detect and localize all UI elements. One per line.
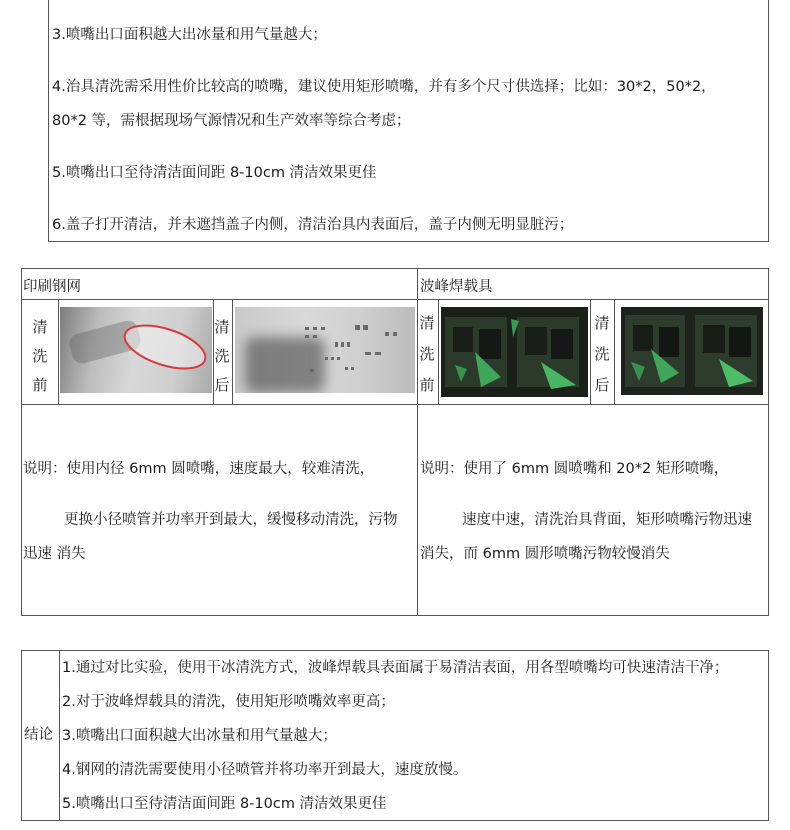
stencil-note-line3: 迅速 消失 bbox=[23, 546, 86, 562]
conclusion-item-5: 5.喷嘴出口至待清洁面间距 8-10cm 清洁效果更佳 bbox=[62, 796, 387, 812]
conclusion-item-2: 2.对于波峰焊载具的清洗，使用矩形喷嘴效率更高； bbox=[62, 694, 395, 710]
stencil-note-line1: 说明：使用内径 6mm 圆喷嘴，速度最大，较难清洗， bbox=[23, 461, 375, 477]
conclusion-item-1: 1.通过对比实验，使用干冰清洗方式，波峰焊载具表面属于易清洁表面，用各型喷嘴均可快速清洁干净； bbox=[62, 660, 729, 676]
carrier-after-label-3: 后 bbox=[594, 376, 610, 394]
top-note-3: 3.喷嘴出口面积越大出冰量和用气量越大； bbox=[52, 27, 327, 43]
wave-solder-carrier-header: 波峰焊载具 bbox=[420, 279, 493, 295]
top-note-5: 5.喷嘴出口至待清洁面间距 8-10cm 清洁效果更佳 bbox=[52, 165, 377, 181]
carrier-after-photo bbox=[621, 307, 763, 395]
stencil-header: 印刷钢网 bbox=[23, 279, 81, 295]
top-note-4: 4.治具清洗需采用性价比较高的喷嘴，建议使用矩形喷嘴，并有多个尺寸供选择；比如：30*2，50*2， bbox=[52, 79, 716, 95]
conclusion-label: 结论 bbox=[24, 727, 53, 743]
carrier-note-line3: 消失，而 6mm 圆形喷嘴污物较慢消失 bbox=[420, 546, 670, 562]
carrier-before-label-3: 前 bbox=[419, 376, 435, 394]
conclusion-item-3: 3.喷嘴出口面积越大出冰量和用气量越大； bbox=[62, 728, 337, 744]
carrier-note-line1: 说明：使用了 6mm 圆喷嘴和 20*2 矩形喷嘴， bbox=[420, 461, 729, 477]
stencil-after-label-2: 洗 bbox=[214, 347, 230, 365]
carrier-before-label-2: 洗 bbox=[419, 345, 435, 363]
stencil-before-label-2: 洗 bbox=[32, 347, 48, 365]
stencil-before-photo bbox=[60, 307, 212, 393]
conclusion-item-4: 4.钢网的清洗需要使用小径喷管并将功率开到最大，速度放慢。 bbox=[62, 762, 468, 778]
carrier-after-label-2: 洗 bbox=[594, 345, 610, 363]
stencil-after-photo bbox=[235, 307, 415, 393]
stencil-note-line2: 更换小径喷管并功率开到最大，缓慢移动清洗，污物 bbox=[64, 512, 398, 528]
carrier-after-label-1: 清 bbox=[594, 314, 610, 332]
top-note-6: 6.盖子打开清洁，并未遮挡盖子内侧，清洁治具内表面后，盖子内侧无明显脏污； bbox=[52, 217, 574, 233]
carrier-before-label-1: 清 bbox=[419, 314, 435, 332]
stencil-before-label-3: 前 bbox=[32, 376, 48, 394]
stencil-after-label-3: 后 bbox=[214, 376, 230, 394]
carrier-note-line2: 速度中速，清洗治具背面，矩形喷嘴污物迅速 bbox=[462, 512, 752, 528]
stencil-before-label-1: 清 bbox=[32, 318, 48, 336]
top-note-4-cont: 80*2 等，需根据现场气源情况和生产效率等综合考虑； bbox=[52, 113, 411, 129]
stencil-after-label-1: 清 bbox=[214, 318, 230, 336]
carrier-before-photo bbox=[441, 307, 588, 397]
